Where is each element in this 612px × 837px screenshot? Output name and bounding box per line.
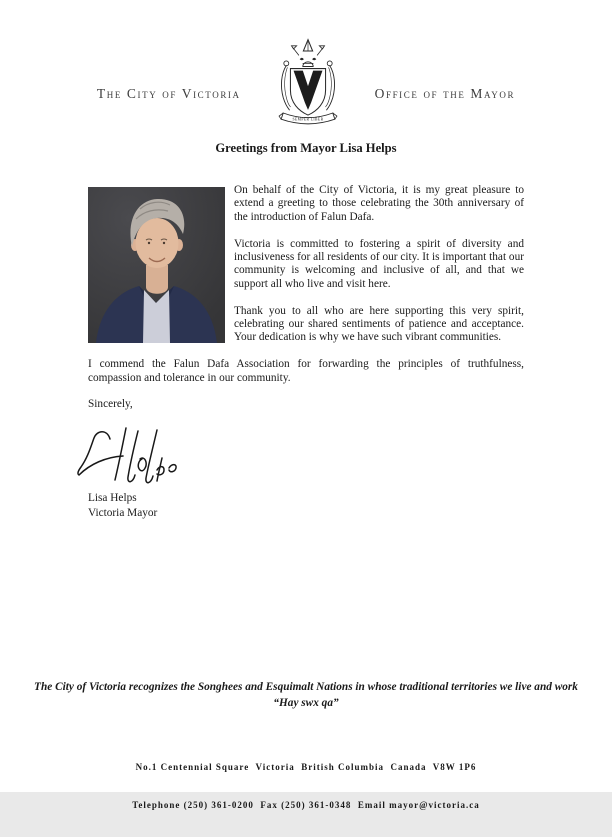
address-line: No.1 Centennial Square Victoria British Columbia Canada V8W 1P6 (135, 761, 477, 772)
land-acknowledgement-line2: “Hay swx qa” (273, 696, 339, 709)
letter-title: Greetings from Mayor Lisa Helps (215, 141, 397, 155)
paragraph-4: I commend the Falun Dafa Association for forwarding the principles of truthfulness, compassion and tolerance in our community. (88, 358, 524, 384)
crest-motto-text: SEMPER LIBER (292, 117, 324, 122)
address-footer (0, 735, 612, 837)
letter-body (88, 184, 524, 521)
paragraph-1: On behalf of the City of Victoria, it is my great pleasure to extend a greeting to those celebrating the 30th anniversary of the introduction of Falun Dafa. (234, 184, 524, 223)
letterhead (0, 36, 612, 128)
land-acknowledgement (8, 680, 604, 711)
signer-name: Lisa Helps (88, 492, 137, 505)
land-acknowledgement-line1: The City of Victoria recognizes the Songhees and Esquimalt Nations in whose traditional territories we live and work (34, 681, 578, 693)
closing-salutation: Sincerely, (88, 398, 133, 411)
contact-line: Telephone (250) 361-0200 Fax (250) 361-0348 Email mayor@victoria.ca (132, 799, 480, 810)
letterhead-right-text: Office of the Mayor (374, 86, 516, 101)
mayor-portrait-photo (88, 187, 225, 343)
paragraph-2: Victoria is committed to fostering a spirit of diversity and inclusiveness for all residents of our city. It is important that our community is welcoming and inclusive of all, and that we support all who live and visit here. (234, 237, 524, 290)
handwritten-signature-icon (76, 425, 524, 483)
signer-title: Victoria Mayor (88, 507, 158, 520)
city-of-victoria-crest-icon (277, 38, 339, 126)
paragraph-3: Thank you to all who are here supporting this very spirit, celebrating our shared sentiments of patience and acceptance. Your dedication is why we have such vibrant communities. (234, 304, 524, 344)
letterhead-left-text: The City of Victoria (96, 86, 241, 101)
